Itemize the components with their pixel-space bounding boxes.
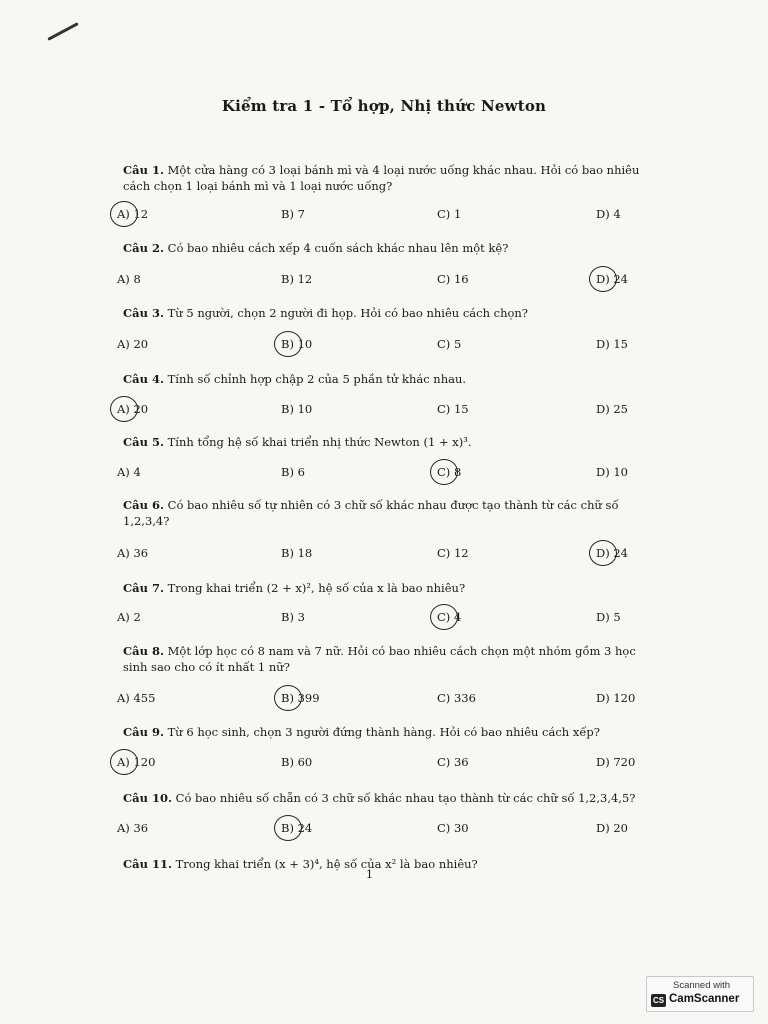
question-4-text (123, 371, 643, 387)
camscanner-brand: CamScanner (669, 993, 740, 1005)
question-body: Trong khai triển (2 + x)², hệ số của x là bao nhiêu? (167, 581, 466, 595)
question-label: Câu 4. (123, 372, 164, 386)
question-body: Từ 5 người, chọn 2 người đi họp. Hỏi có bao nhiêu cách chọn? (167, 306, 528, 320)
question-label: Câu 3. (123, 306, 164, 320)
question-2-text (123, 240, 643, 256)
question-2-option-c: C) 16 (437, 272, 469, 286)
page-title: Kiểm tra 1 - Tổ hợp, Nhị thức Newton (221, 97, 547, 115)
question-6-option-a: A) 36 (117, 546, 149, 560)
question-10-text (123, 790, 643, 806)
question-label: Câu 8. (123, 644, 164, 658)
answer-circle-mark (274, 331, 302, 357)
question-6-option-d: D) 24 (596, 546, 628, 560)
answer-circle-mark (110, 749, 138, 775)
question-body: Tính số chỉnh hợp chập 2 của 5 phần tử khác nhau. (167, 372, 467, 386)
question-8-option-d: D) 120 (596, 691, 636, 705)
pen-stroke-mark (47, 22, 78, 41)
question-9-option-c: C) 36 (437, 755, 469, 769)
question-5-option-c: C) 8 (437, 465, 462, 479)
question-body: Trong khai triển (x + 3)⁴, hệ số của x² là bao nhiêu? (175, 857, 478, 871)
camscanner-watermark (646, 976, 754, 1012)
question-3-option-a: A) 20 (117, 337, 149, 351)
camscanner-logo-icon: CS (652, 996, 665, 1005)
question-2-option-d: D) 24 (596, 272, 628, 286)
question-1-option-a: A) 12 (117, 207, 149, 221)
question-1-option-b: B) 7 (281, 207, 305, 221)
page-number: 1 (366, 868, 373, 881)
question-body: Có bao nhiêu số chẵn có 3 chữ số khác nhau tạo thành từ các chữ số 1,2,3,4,5? (175, 791, 636, 805)
question-body: Tính tổng hệ số khai triển nhị thức Newton (1 + x)³. (167, 435, 472, 449)
answer-circle-mark (274, 685, 302, 711)
answer-circle-mark (110, 201, 138, 227)
question-4-option-c: C) 15 (437, 402, 469, 416)
question-9-option-b: B) 60 (281, 755, 313, 769)
question-2-option-a: A) 8 (117, 272, 141, 286)
question-9-option-a: A) 120 (117, 755, 156, 769)
question-11-text (123, 856, 643, 872)
question-3-text (123, 305, 643, 321)
question-label: Câu 2. (123, 241, 164, 255)
question-4-option-b: B) 10 (281, 402, 313, 416)
question-1-option-d: D) 4 (596, 207, 621, 221)
answer-circle-mark (430, 459, 458, 485)
question-9-option-d: D) 720 (596, 755, 636, 769)
question-8-option-c: C) 336 (437, 691, 476, 705)
question-6-text (123, 497, 643, 529)
question-5-text (123, 434, 643, 450)
question-label: Câu 6. (123, 498, 164, 512)
question-body: Có bao nhiêu cách xếp 4 cuốn sách khác nhau lên một kệ? (167, 241, 509, 255)
question-label: Câu 11. (123, 857, 172, 871)
question-1-option-c: C) 1 (437, 207, 462, 221)
answer-circle-mark (430, 604, 458, 630)
question-6-option-c: C) 12 (437, 546, 469, 560)
question-label: Câu 9. (123, 725, 164, 739)
question-5-option-a: A) 4 (117, 465, 141, 479)
question-7-option-d: D) 5 (596, 610, 621, 624)
question-10-option-b: B) 24 (281, 821, 313, 835)
question-body: Có bao nhiêu số tự nhiên có 3 chữ số khác nhau được tạo thành từ các chữ số 1,2,3,4? (123, 498, 619, 528)
question-7-option-a: A) 2 (117, 610, 141, 624)
question-7-option-b: B) 3 (281, 610, 305, 624)
question-label: Câu 1. (123, 163, 164, 177)
scanned-with-text: Scanned with (673, 980, 731, 991)
question-10-option-d: D) 20 (596, 821, 628, 835)
question-3-option-d: D) 15 (596, 337, 628, 351)
answer-circle-mark (110, 396, 138, 422)
question-body: Từ 6 học sinh, chọn 3 người đứng thành hàng. Hỏi có bao nhiêu cách xếp? (167, 725, 600, 739)
question-3-option-b: B) 10 (281, 337, 313, 351)
answer-circle-mark (589, 266, 617, 292)
question-8-text (123, 643, 643, 675)
question-4-option-d: D) 25 (596, 402, 628, 416)
question-10-option-c: C) 30 (437, 821, 469, 835)
question-5-option-b: B) 6 (281, 465, 305, 479)
question-7-text (123, 580, 643, 596)
question-3-option-c: C) 5 (437, 337, 462, 351)
question-4-option-a: A) 20 (117, 402, 149, 416)
question-8-option-b: B) 399 (281, 691, 320, 705)
question-label: Câu 10. (123, 791, 172, 805)
question-8-option-a: A) 455 (117, 691, 156, 705)
question-label: Câu 5. (123, 435, 164, 449)
question-body: Một lớp học có 8 nam và 7 nữ. Hỏi có bao nhiêu cách chọn một nhóm gồm 3 học sinh sao cho có ít nhất 1 nữ? (123, 644, 636, 674)
question-body: Một cửa hàng có 3 loại bánh mì và 4 loại nước uống khác nhau. Hỏi có bao nhiêu cách chọn 1 loại bánh mì và 1 loại nước uống? (123, 163, 640, 193)
question-5-option-d: D) 10 (596, 465, 628, 479)
answer-circle-mark (274, 815, 302, 841)
question-1-text (123, 162, 643, 194)
answer-circle-mark (589, 540, 617, 566)
question-6-option-b: B) 18 (281, 546, 313, 560)
question-label: Câu 7. (123, 581, 164, 595)
question-2-option-b: B) 12 (281, 272, 313, 286)
question-7-option-c: C) 4 (437, 610, 462, 624)
question-9-text (123, 724, 643, 740)
question-10-option-a: A) 36 (117, 821, 149, 835)
